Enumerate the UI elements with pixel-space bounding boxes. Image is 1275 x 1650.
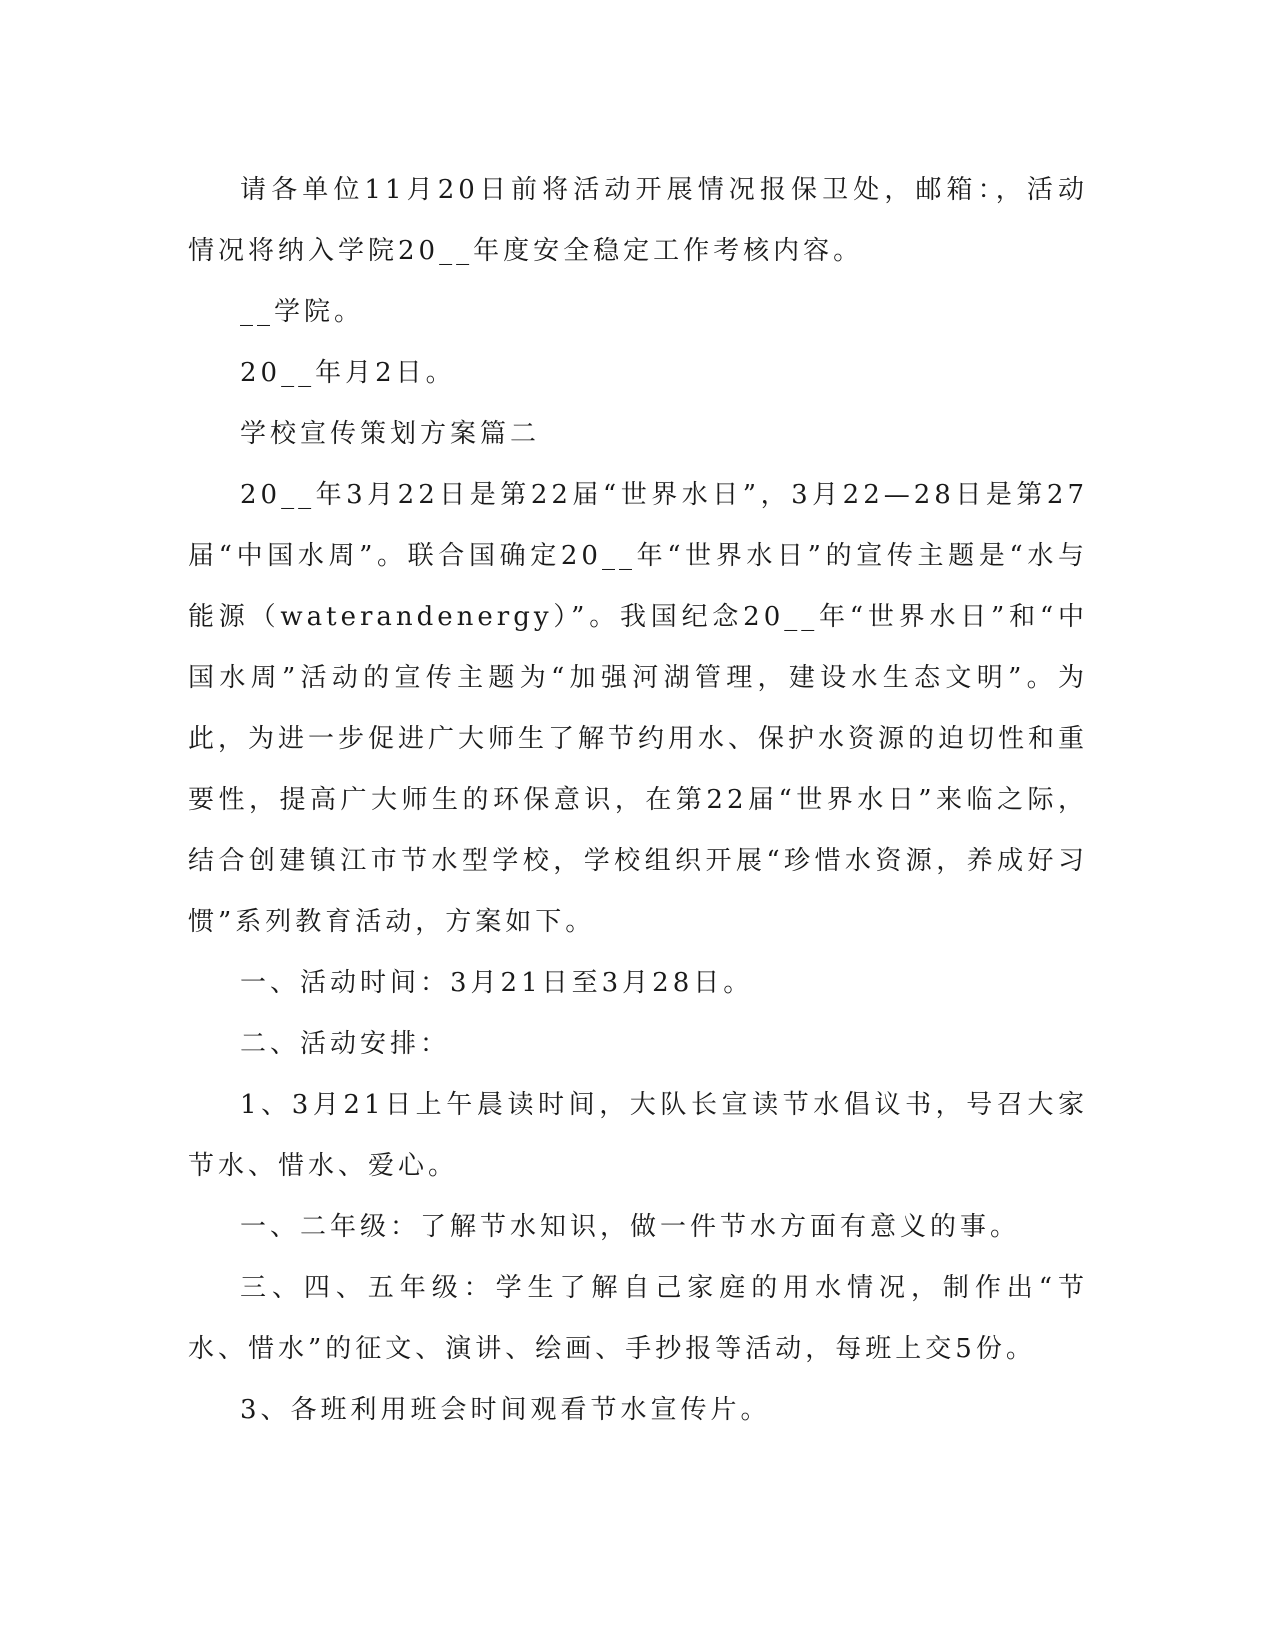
paragraph-intro: 20__年3月22日是第22届“世界水日”，3月22—28日是第27届“中国水周”。联合国确定20__年“世界水日”的宣传主题是“水与能源（waterandenergy）”。我国纪念20__年“世界水日”和“中国水周”活动的宣传主题为“加强河湖管理，建设水生态文明”。为此，为进一步促进广大师生了解节约用水、保护水资源的迫切性和重要性，提高广大师生的环保意识，在第22届“世界水日”来临之际，结合创建镇江市节水型学校，学校组织开展“珍惜水资源，养成好习惯”系列教育活动，方案如下。 [188,480,1089,937]
paragraph-activity-time: 一、活动时间：3月21日至3月28日。 [240,968,754,998]
paragraph-college-signature: __学院。 [240,297,365,327]
paragraph-item-3: 3、各班利用班会时间观看节水宣传片。 [240,1395,771,1425]
paragraph-date: 20__年月2日。 [240,358,456,388]
section-heading: 学校宣传策划方案篇二 [240,419,541,449]
paragraph-report-deadline: 请各单位11月20日前将活动开展情况报保卫处，邮箱：，活动情况将纳入学院20__年度安全稳定工作考核内容。 [188,175,1088,266]
paragraph-item-1: 1、3月21日上午晨读时间，大队长宣读节水倡议书，号召大家节水、惜水、爱心。 [188,1090,1088,1181]
document-body [188,160,1088,1441]
paragraph-grade-3-5: 三、四、五年级：学生了解自己家庭的用水情况，制作出“节水、惜水”的征文、演讲、绘画、手抄报等活动，每班上交5份。 [188,1273,1088,1364]
paragraph-activity-arrangement: 二、活动安排： [240,1029,451,1059]
paragraph-grade-1-2: 一、二年级：了解节水知识，做一件节水方面有意义的事。 [240,1212,1021,1242]
